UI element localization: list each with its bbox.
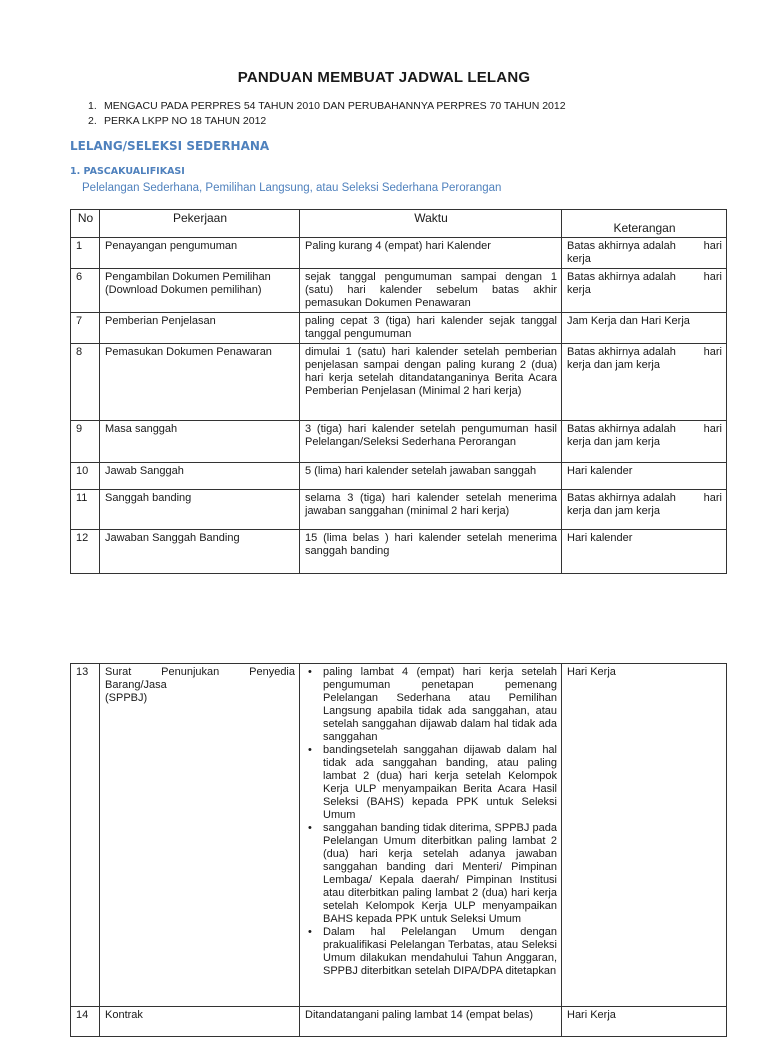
cell-no: 8: [71, 344, 100, 421]
cell-keterangan: [562, 421, 727, 463]
cell-pekerjaan: Jawab Sanggah: [100, 463, 300, 490]
cell-waktu: Ditandatangani paling lambat 14 (empat belas): [300, 1007, 562, 1037]
table-row: [71, 238, 727, 269]
header-waktu: Waktu: [300, 210, 562, 238]
table-row: [71, 530, 727, 574]
bullet-item: • paling lambat 4 (empat) hari kerja setelah pengumuman penetapan pemenang Pelelangan Sederhana atau Pemilihan Langsung apabila tidak ada sanggahan, atau setelah sanggahan dijawab dalam hal tidak ada sanggahan: [323, 666, 557, 744]
cell-waktu: 5 (lima) hari kalender setelah jawaban sanggah: [300, 463, 562, 490]
table-row: [71, 421, 727, 463]
keterangan-part: Hari kalender: [567, 532, 633, 544]
cell-waktu: dimulai 1 (satu) hari kalender setelah pemberian penjelasan sampai dengan paling kurang 2 (dua) hari kerja setelah ditandatanganinya Berita Acara Pemberian Penjelasan (Minimal 2 hari kerja): [300, 344, 562, 421]
cell-keterangan: [562, 530, 727, 574]
cell-pekerjaan: Sanggah banding: [100, 490, 300, 530]
reference-text: PERKA LKPP NO 18 TAHUN 2012: [104, 115, 267, 127]
keterangan-part: Jam Kerja dan Hari Kerja: [567, 315, 690, 327]
keterangan-part: kerja: [567, 253, 591, 265]
cell-keterangan: [562, 463, 727, 490]
cell-pekerjaan: Pengambilan Dokumen Pemilihan (Download Dokumen pemilihan): [100, 269, 300, 313]
bullet-item: • sanggahan banding tidak diterima, SPPBJ pada Pelelangan Umum diterbitkan paling lambat 2 (dua) hari kerja setelah adanya jawaban sanggahan banding dari Menteri/ Pimpinan Lembaga/ Kepala daerah/ Pimpinan Institusi atau diterbitkan paling lambat 2 (dua) hari kerja setelah Kelompok Kerja ULP menyampaikan BAHS kepada PPK untuk Seleksi Umum: [323, 822, 557, 926]
keterangan-part: kerja: [567, 284, 591, 296]
keterangan-part: Hari kalender: [567, 465, 633, 477]
page-title: PANDUAN MEMBUAT JADWAL LELANG: [237, 69, 531, 86]
sub-description: Pelelangan Sederhana, Pemilihan Langsung, atau Seleksi Sederhana Perorangan: [82, 182, 502, 194]
cell-keterangan: [562, 238, 727, 269]
reference-number: 1.: [88, 100, 97, 112]
cell-no: 1: [71, 238, 100, 269]
pekerjaan-part: Barang/Jasa: [105, 679, 167, 691]
reference-item: [88, 99, 566, 114]
cell-no: 13: [71, 664, 100, 1007]
header-keterangan: Keterangan: [562, 210, 727, 238]
section-heading: LELANG/SELEKSI SEDERHANA: [70, 139, 270, 153]
pekerjaan-part: Penyedia: [249, 666, 295, 678]
table-row: [71, 313, 727, 344]
cell-pekerjaan: Jawaban Sanggah Banding: [100, 530, 300, 574]
cell-pekerjaan: [100, 664, 300, 1007]
header-pekerjaan: Pekerjaan: [100, 210, 300, 238]
cell-pekerjaan: Pemasukan Dokumen Penawaran: [100, 344, 300, 421]
sub-heading: 1. PASCAKUALIFIKASI: [70, 166, 185, 177]
cell-waktu: Paling kurang 4 (empat) hari Kalender: [300, 238, 562, 269]
keterangan-part: Batas akhirnya adalah: [567, 346, 676, 358]
keterangan-part: Batas akhirnya adalah: [567, 492, 676, 504]
cell-waktu: selama 3 (tiga) hari kalender setelah menerima jawaban sanggahan (minimal 2 hari kerja): [300, 490, 562, 530]
pekerjaan-part: Surat: [105, 666, 132, 678]
schedule-table: [70, 209, 727, 574]
reference-item: [88, 114, 566, 129]
reference-list: [88, 99, 566, 129]
keterangan-part: kerja dan jam kerja: [567, 436, 660, 448]
cell-no: 14: [71, 1007, 100, 1037]
bullet-item: • Dalam hal Pelelangan Umum dengan prakualifikasi Pelelangan Terbatas, atau Seleksi Umum dilakukan mendahului Tahun Anggaran, SPPBJ diterbitkan setelah DIPA/DPA ditetapkan: [323, 926, 557, 978]
reference-text: MENGACU PADA PERPRES 54 TAHUN 2010 DAN PERUBAHANNYA PERPRES 70 TAHUN 2012: [104, 100, 566, 112]
cell-pekerjaan: Kontrak: [100, 1007, 300, 1037]
cell-keterangan: [562, 313, 727, 344]
cell-keterangan: [562, 490, 727, 530]
pekerjaan-part: (SPPBJ): [105, 692, 148, 704]
table-row: [71, 463, 727, 490]
cell-no: 12: [71, 530, 100, 574]
cell-waktu: 15 (lima belas ) hari kalender setelah menerima sanggah banding: [300, 530, 562, 574]
table-row: [71, 344, 727, 421]
bullet-item: • bandingsetelah sanggahan dijawab dalam hal tidak ada sanggahan banding, atau paling lambat 2 (dua) hari kerja setelah Kelompok Kerja ULP menyampaikan Berita Acara Hasil Seleksi (BAHS) kepada PPK untuk Seleksi Umum: [323, 744, 557, 822]
reference-number: 2.: [88, 115, 97, 127]
keterangan-part: hari: [703, 492, 722, 504]
keterangan-part: Batas akhirnya adalah: [567, 423, 676, 435]
table-row: [71, 490, 727, 530]
cell-pekerjaan: Penayangan pengumuman: [100, 238, 300, 269]
keterangan-part: kerja dan jam kerja: [567, 359, 660, 371]
keterangan-part: hari: [703, 423, 722, 435]
table-header-row: [71, 210, 727, 238]
cell-no: 6: [71, 269, 100, 313]
cell-waktu: paling cepat 3 (tiga) hari kalender sejak tanggal tanggal pengumuman: [300, 313, 562, 344]
cell-keterangan: Hari Kerja: [562, 664, 727, 1007]
keterangan-part: hari: [703, 271, 722, 283]
schedule-table-continued: [70, 663, 727, 1037]
keterangan-part: Batas akhirnya adalah: [567, 240, 676, 252]
table-row: [71, 664, 727, 1007]
cell-waktu: sejak tanggal pengumuman sampai dengan 1 (satu) hari kalender sebelum batas akhir pemasukan Dokumen Penawaran: [300, 269, 562, 313]
cell-no: 10: [71, 463, 100, 490]
pekerjaan-part: Penunjukan: [161, 666, 220, 678]
cell-keterangan: Hari Kerja: [562, 1007, 727, 1037]
cell-waktu: 3 (tiga) hari kalender setelah pengumuman hasil Pelelangan/Seleksi Sederhana Perorangan: [300, 421, 562, 463]
keterangan-part: Batas akhirnya adalah: [567, 271, 676, 283]
cell-pekerjaan: Masa sanggah: [100, 421, 300, 463]
keterangan-part: kerja dan jam kerja: [567, 505, 660, 517]
cell-no: 7: [71, 313, 100, 344]
keterangan-part: hari: [703, 240, 722, 252]
keterangan-part: hari: [703, 346, 722, 358]
table-row: [71, 1007, 727, 1037]
cell-no: 9: [71, 421, 100, 463]
cell-waktu: [300, 664, 562, 1007]
cell-keterangan: [562, 269, 727, 313]
cell-no: 11: [71, 490, 100, 530]
header-no: No: [71, 210, 100, 238]
table-row: [71, 269, 727, 313]
cell-pekerjaan: Pemberian Penjelasan: [100, 313, 300, 344]
cell-keterangan: [562, 344, 727, 421]
waktu-bullet-list: [305, 666, 557, 978]
